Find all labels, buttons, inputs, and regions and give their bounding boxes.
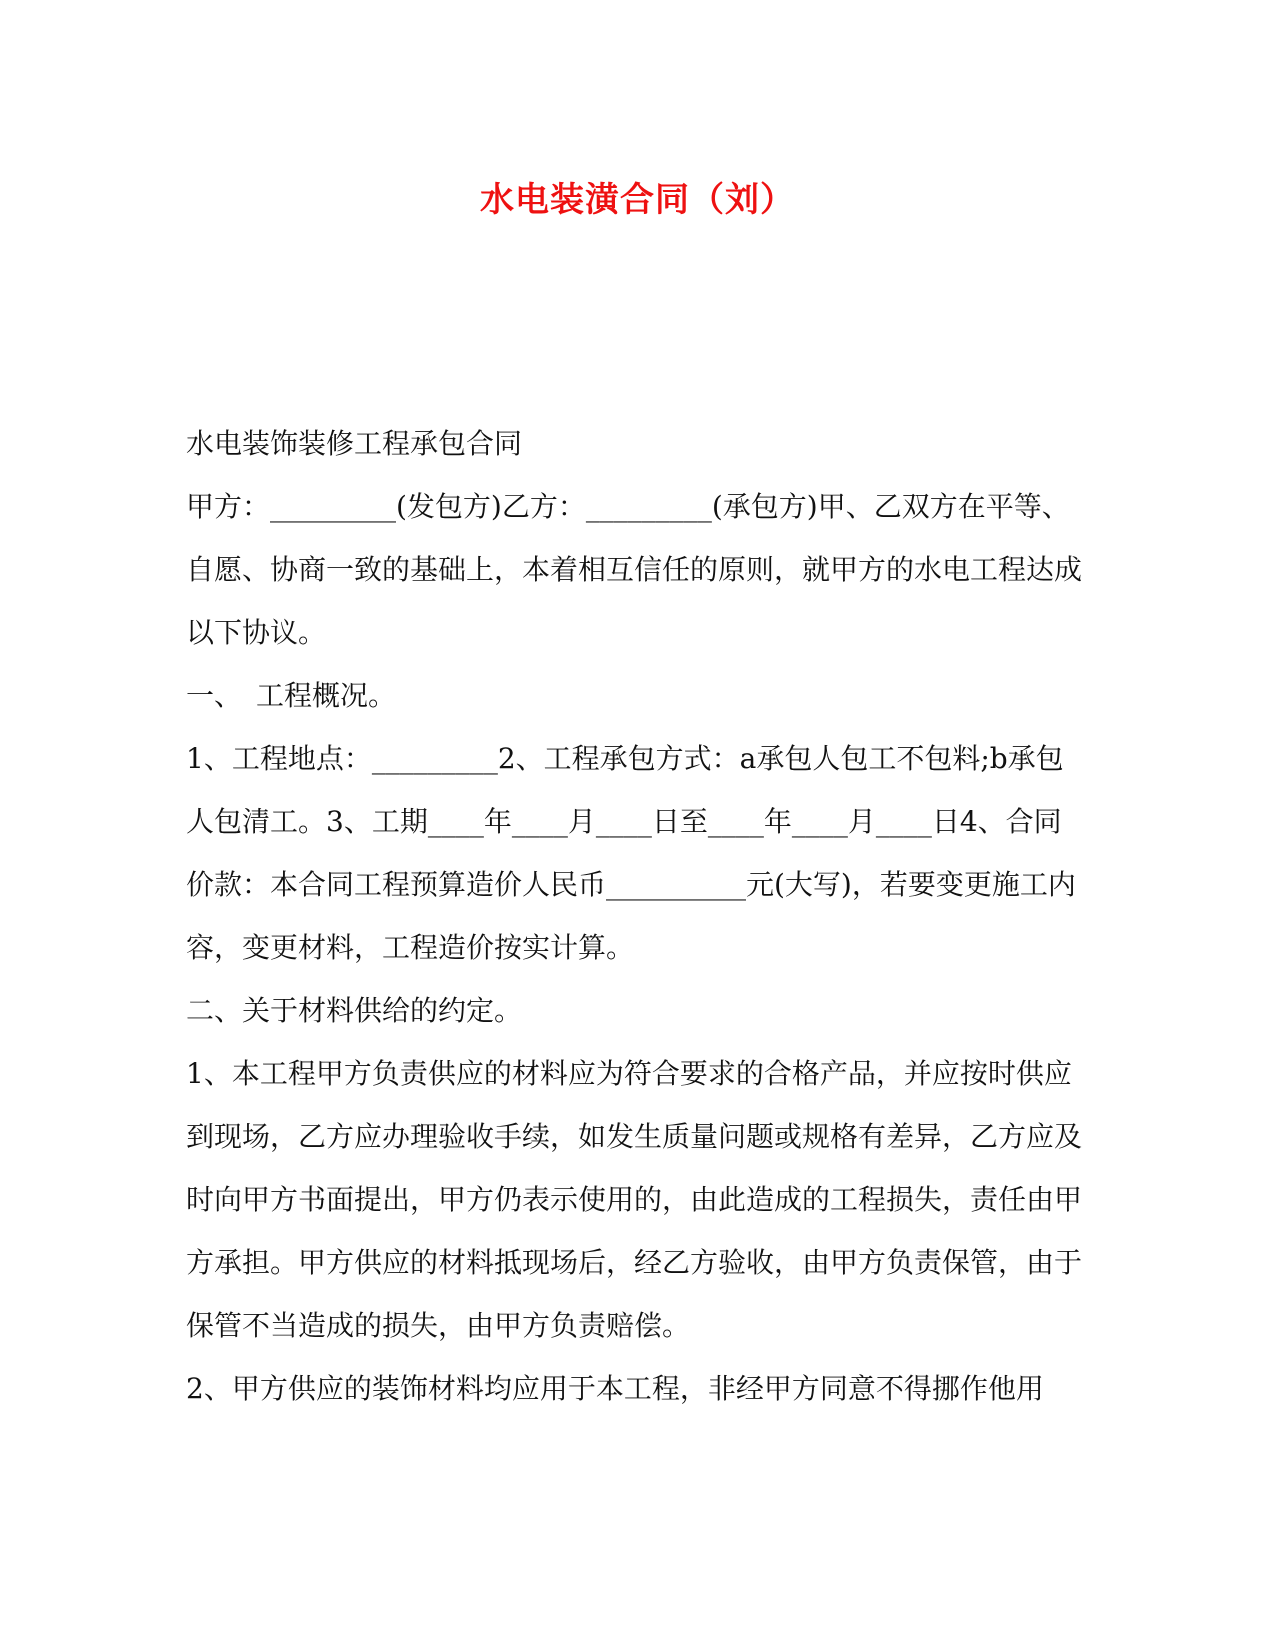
paragraph-section-two-heading: 二、关于材料供给的约定。 xyxy=(186,994,523,1027)
paragraph-section-one-heading: 一、 工程概况。 xyxy=(186,679,397,712)
document-title: 水电装潢合同（刘） xyxy=(480,180,795,220)
document-body xyxy=(186,412,1088,1420)
paragraph-parties: 甲方：_________(发包方)乙方：_________(承包方)甲、乙双方在平等、自愿、协商一致的基础上，本着相互信任的原则，就甲方的水电工程达成以下协议。 xyxy=(186,490,1083,649)
paragraph-contract-heading: 水电装饰装修工程承包合同 xyxy=(186,427,523,460)
paragraph-project-details: 1、工程地点：_________2、工程承包方式：a承包人包工不包料;b承包人包清工。3、工期____年____月____日至____年____月____日4、合同价款：本合同工程预算造价人民币__________元(大写)，若要变更施工内容，变更材料，工程造价按实计算。 xyxy=(186,742,1076,964)
paragraph-material-clause-1: 1、本工程甲方负责供应的材料应为符合要求的合格产品，并应按时供应到现场，乙方应办理验收手续，如发生质量问题或规格有差异，乙方应及时向甲方书面提出，甲方仍表示使用的，由此造成的工程损失，责任由甲方承担。甲方供应的材料抵现场后，经乙方验收，由甲方负责保管，由于保管不当造成的损失，由甲方负责赔偿。 xyxy=(186,1057,1083,1342)
paragraph-material-clause-2: 2、甲方供应的装饰材料均应用于本工程，非经甲方同意不得挪作他用 xyxy=(186,1372,1044,1405)
